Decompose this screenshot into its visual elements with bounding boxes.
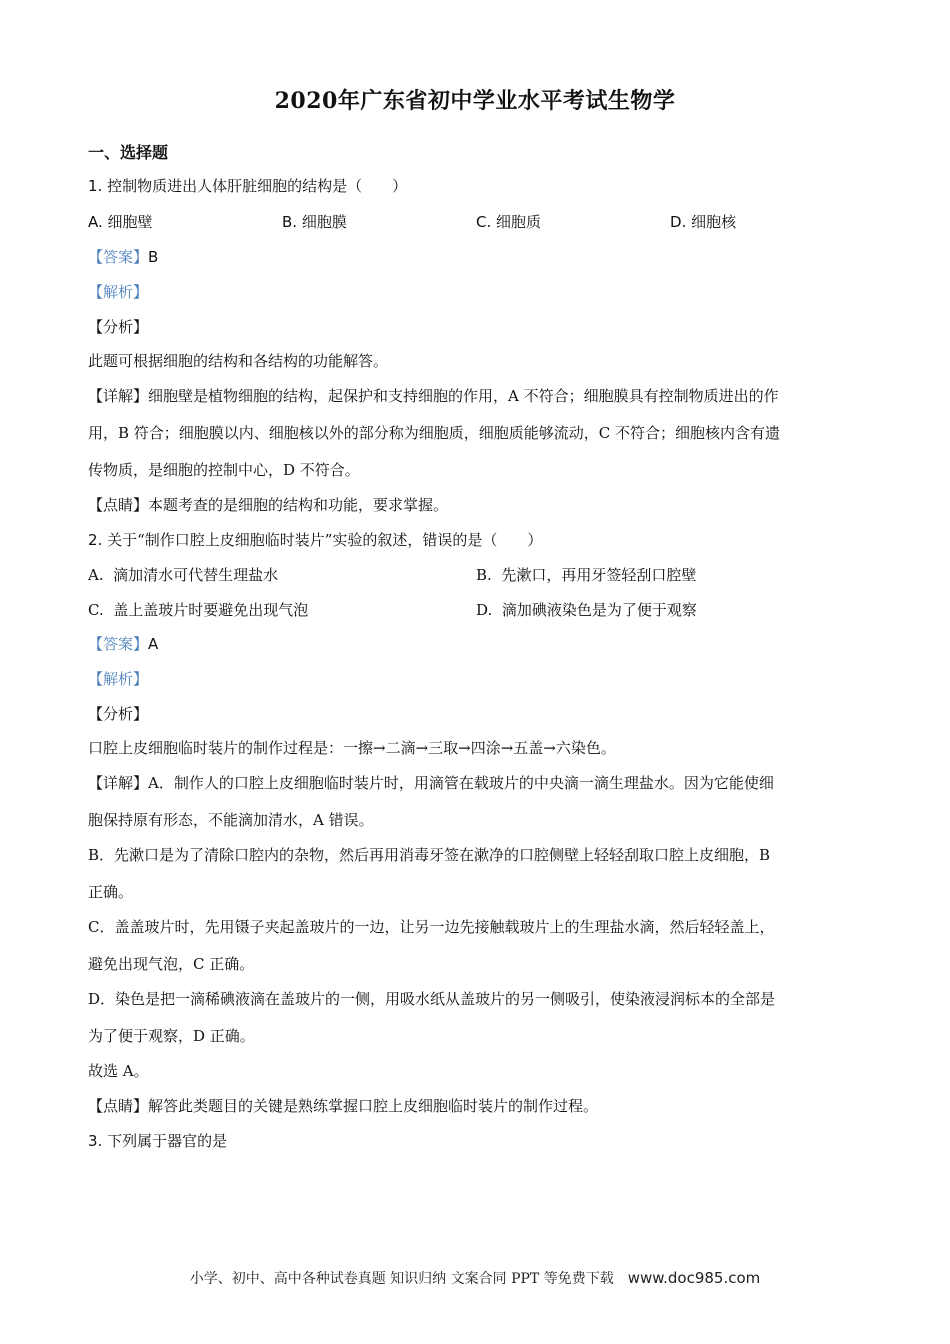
option-text: 细胞核 (691, 213, 737, 231)
option-text: 滴加清水可代替生理盐水 (113, 566, 279, 584)
answer-line (88, 246, 862, 268)
option-text: 滴加碘液染色是为了便于观察 (501, 601, 697, 619)
fenxi-tag: 【分析】 (88, 705, 149, 723)
option-letter: B. (282, 213, 298, 231)
page-footer (0, 1268, 950, 1288)
dianjing-line (88, 494, 862, 516)
option-letter: D. (670, 213, 687, 231)
question-2-options-row-2 (88, 599, 868, 621)
question-number: 3. (88, 1132, 103, 1150)
question-1-stem (88, 175, 862, 197)
question-text: 控制物质进出人体肝脏细胞的结构是（ ） (107, 177, 408, 195)
analysis-tag: 【解析】 (88, 283, 149, 301)
option-b (282, 211, 347, 233)
option-text: 细胞质 (496, 213, 542, 231)
question-text: 下列属于器官的是 (107, 1132, 228, 1150)
option-d (670, 211, 736, 233)
detail-line-d2: 为了便于观察，D 正确。 (88, 1027, 255, 1045)
detail-tag: 【详解】 (88, 387, 149, 405)
detail-line-2: 用，B 符合；细胞膜以内、细胞核以外的部分称为细胞质，细胞质能够流动，C 不符合；细胞核内含有遗 (88, 424, 781, 442)
detail-line-b1: B．先漱口是为了清除口腔内的杂物，然后再用消毒牙签在漱净的口腔侧壁上轻轻刮取口腔上皮细胞，B (88, 846, 771, 864)
detail-line-a1 (88, 772, 862, 794)
option-letter: B. (476, 566, 492, 584)
dianjing-text: 本题考查的是细胞的结构和功能，要求掌握。 (148, 496, 449, 514)
option-letter: A. (88, 566, 104, 584)
conclusion-line: 故选 A。 (88, 1062, 149, 1080)
analysis-tag: 【解析】 (88, 670, 149, 688)
section-heading: 一、选择题 (88, 143, 169, 162)
answer-value: B (148, 248, 159, 266)
question-number: 2. (88, 531, 103, 549)
question-3-stem (88, 1130, 862, 1152)
dianjing-line (88, 1095, 862, 1117)
footer-text: 小学、初中、高中各种试卷真题 知识归纳 文案合同 PPT 等免费下载 (189, 1271, 614, 1287)
question-text: 关于“制作口腔上皮细胞临时装片”实验的叙述，错误的是（ ） (107, 531, 543, 549)
option-letter: D. (476, 601, 493, 619)
option-c (476, 211, 541, 233)
detail-line-d1: D．染色是把一滴稀碘液滴在盖玻片的一侧，用吸水纸从盖玻片的另一侧吸引，使染液浸润标本的全部是 (88, 990, 776, 1008)
question-number: 1. (88, 177, 103, 195)
answer-tag: 【答案】 (88, 248, 149, 266)
detail-line-c1: C．盖盖玻片时，先用镊子夹起盖玻片的一边，让另一边先接触载玻片上的生理盐水滴，然后轻轻盖上， (88, 918, 775, 936)
detail-line-c2: 避免出现气泡，C 正确。 (88, 955, 255, 973)
fenxi-text: 此题可根据细胞的结构和各结构的功能解答。 (88, 352, 389, 370)
question-1-options (88, 211, 868, 233)
page-title: 2020年广东省初中学业水平考试生物学 (274, 88, 676, 114)
answer-value: A (148, 635, 159, 653)
option-text: 先漱口，再用牙签轻刮口腔壁 (501, 566, 697, 584)
detail-line-b2: 正确。 (88, 883, 134, 901)
answer-line (88, 633, 862, 655)
dianjing-text: 解答此类题目的关键是熟练掌握口腔上皮细胞临时装片的制作过程。 (148, 1097, 599, 1115)
option-a (88, 211, 153, 233)
option-letter: C. (88, 601, 104, 619)
option-c (88, 599, 308, 621)
fenxi-tag: 【分析】 (88, 318, 149, 336)
answer-tag: 【答案】 (88, 635, 149, 653)
detail-text: A．制作人的口腔上皮细胞临时装片时，用滴管在载玻片的中央滴一滴生理盐水。因为它能使细 (148, 774, 774, 792)
detail-line-1 (88, 385, 862, 407)
question-2-stem (88, 529, 862, 551)
question-2-options-row-1 (88, 564, 868, 586)
option-text: 盖上盖玻片时要避免出现气泡 (113, 601, 309, 619)
option-letter: C. (476, 213, 492, 231)
detail-text: 细胞壁是植物细胞的结构，起保护和支持细胞的作用，A 不符合；细胞膜具有控制物质进出的作 (148, 387, 779, 405)
option-b (476, 564, 696, 586)
detail-line-a2: 胞保持原有形态，不能滴加清水，A 错误。 (88, 811, 374, 829)
dianjing-tag: 【点睛】 (88, 496, 149, 514)
option-a (88, 564, 278, 586)
dianjing-tag: 【点睛】 (88, 1097, 149, 1115)
option-text: 细胞膜 (301, 213, 347, 231)
fenxi-text: 口腔上皮细胞临时装片的制作过程是：一擦→二滴→三取→四涂→五盖→六染色。 (88, 739, 616, 757)
option-text: 细胞壁 (107, 213, 153, 231)
detail-tag: 【详解】 (88, 774, 149, 792)
option-letter: A. (88, 213, 103, 231)
detail-line-3: 传物质，是细胞的控制中心，D 不符合。 (88, 461, 360, 479)
footer-url-link[interactable]: www.doc985.com (627, 1269, 761, 1287)
option-d (476, 599, 697, 621)
